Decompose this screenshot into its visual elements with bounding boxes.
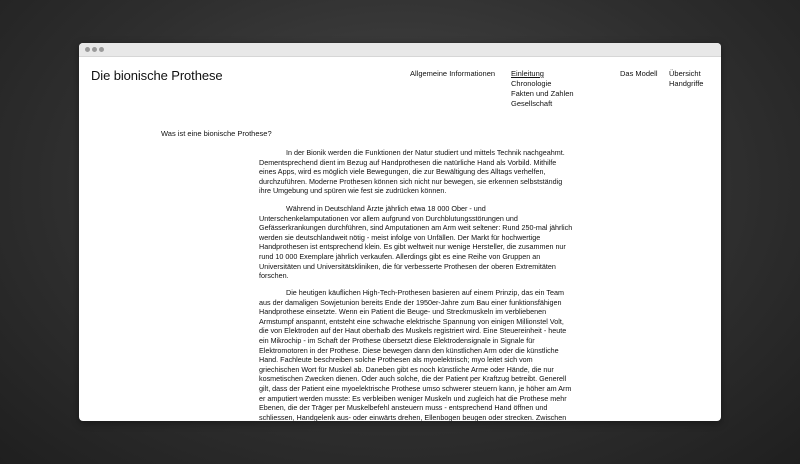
nav-column-4 (669, 69, 703, 89)
nav-column-2 (511, 69, 574, 109)
nav-link-fakten-und-zahlen[interactable]: Fakten und Zahlen (511, 89, 574, 98)
body-paragraph: Während in Deutschland Ärzte jährlich etwa 18 000 Ober - und Unterschenkelamputationen vor allem aufgrund von Durchblutungsstörungen und Gefässerkrankungen durchführen, sind Amputationen am Arm weit seltener: Rund 250-mal jährlich werden sie deutschlandweit nötig - meist infolge von Unfällen. Der Markt für hochwertige Handprothesen ist entsprechend klein. Es gibt weltweit nur wenige Hersteller, die zusammen nur rund 10 000 Exemplare jährlich verkaufen. Allerdings gibt es eine Reihe von Gruppen an Universitäten und Universitätskliniken, die für verbesserte Prothesen der oberen Extremitäten forschen. (259, 204, 573, 281)
nav-column-3 (620, 69, 658, 79)
nav-link-chronologie[interactable]: Chronologie (511, 79, 552, 88)
nav-link-das-modell[interactable]: Das Modell (620, 69, 658, 78)
window-close-dot-icon[interactable] (85, 47, 90, 52)
nav-link-allgemeine-informationen[interactable]: Allgemeine Informationen (410, 69, 496, 78)
site-title[interactable]: Die bionische Prothese (91, 68, 223, 83)
body-paragraph: In der Bionik werden die Funktionen der Natur studiert und mittels Technik nachgeahmt. Dementsprechend dient im Bezug auf Handprothesen die natürliche Hand als Vorbild. Mithilfe eines Apps, wird es möglich viele Bewegungen, die zur Bewältigung des Alltags verhelfen, durchzuführen. Moderne Prothesen können sich nicht nur bewegen, sie erkennen selbstständig ihre Umgebung und spüren wie fest sie zudrücken können. (259, 148, 565, 196)
section-question: Was ist eine bionische Prothese? (161, 129, 272, 138)
body-paragraph: Die heutigen käuflichen High-Tech-Prothesen basieren auf einem Prinzip, das ein Team aus der damaligen Sowjetunion bereits Ende der 1950er-Jahre zum Bau einer funktionsfähigen Handprothese einsetzte. Wenn ein Patient die Beuge- und Streckmuskeln im verbliebenen Armstumpf anspannt, entsteht eine schwache elektrische Spannung von einigen Millionstel Volt, die von Elektroden auf der Haut oberhalb des Muskels registriert wird. Eine Steuereinheit - heute ein Mikrochip - im Schaft der Prothese übersetzt diese Elektrodensignale in Signale für Elektromotoren in der Prothese. Diese bewegen dann den künstlichen Arm oder die künstliche Hand. Fachleute beschreiben solche Prothesen als myoelektrisch; myo leitet sich vom griechischen Wort für Muskel ab. Daneben gibt es noch künstliche Arme oder Hände, die nur kosmetischen Zwecken dienen. Oder auch solche, die der Patient per Kraftzug betreibt. Generell gilt, dass der Patient eine myoelektrische Prothese umso schwerer steuern kann, je höher am Arm er amputiert werden musste: Es verbleiben weniger Muskeln und zugleich hat die Prothese mehr Ebenen, die der Träger per Muskelbefehl ansteuern muss - entsprechend Hand öffnen und schliessen, Handgelenk aus- oder einwärts drehen, Ellenbogen beugen oder strecken. Zwischen (259, 288, 572, 421)
window-titlebar (79, 43, 721, 57)
nav-link-gesellschaft[interactable]: Gesellschaft (511, 99, 553, 108)
nav-link-handgriffe[interactable]: Handgriffe (669, 79, 704, 88)
nav-link-einleitung[interactable]: Einleitung (511, 69, 544, 78)
browser-window (79, 43, 721, 421)
nav-link-uebersicht[interactable]: Übersicht (669, 69, 701, 78)
window-minimize-dot-icon[interactable] (92, 47, 97, 52)
nav-column-1 (410, 69, 495, 79)
window-maximize-dot-icon[interactable] (99, 47, 104, 52)
